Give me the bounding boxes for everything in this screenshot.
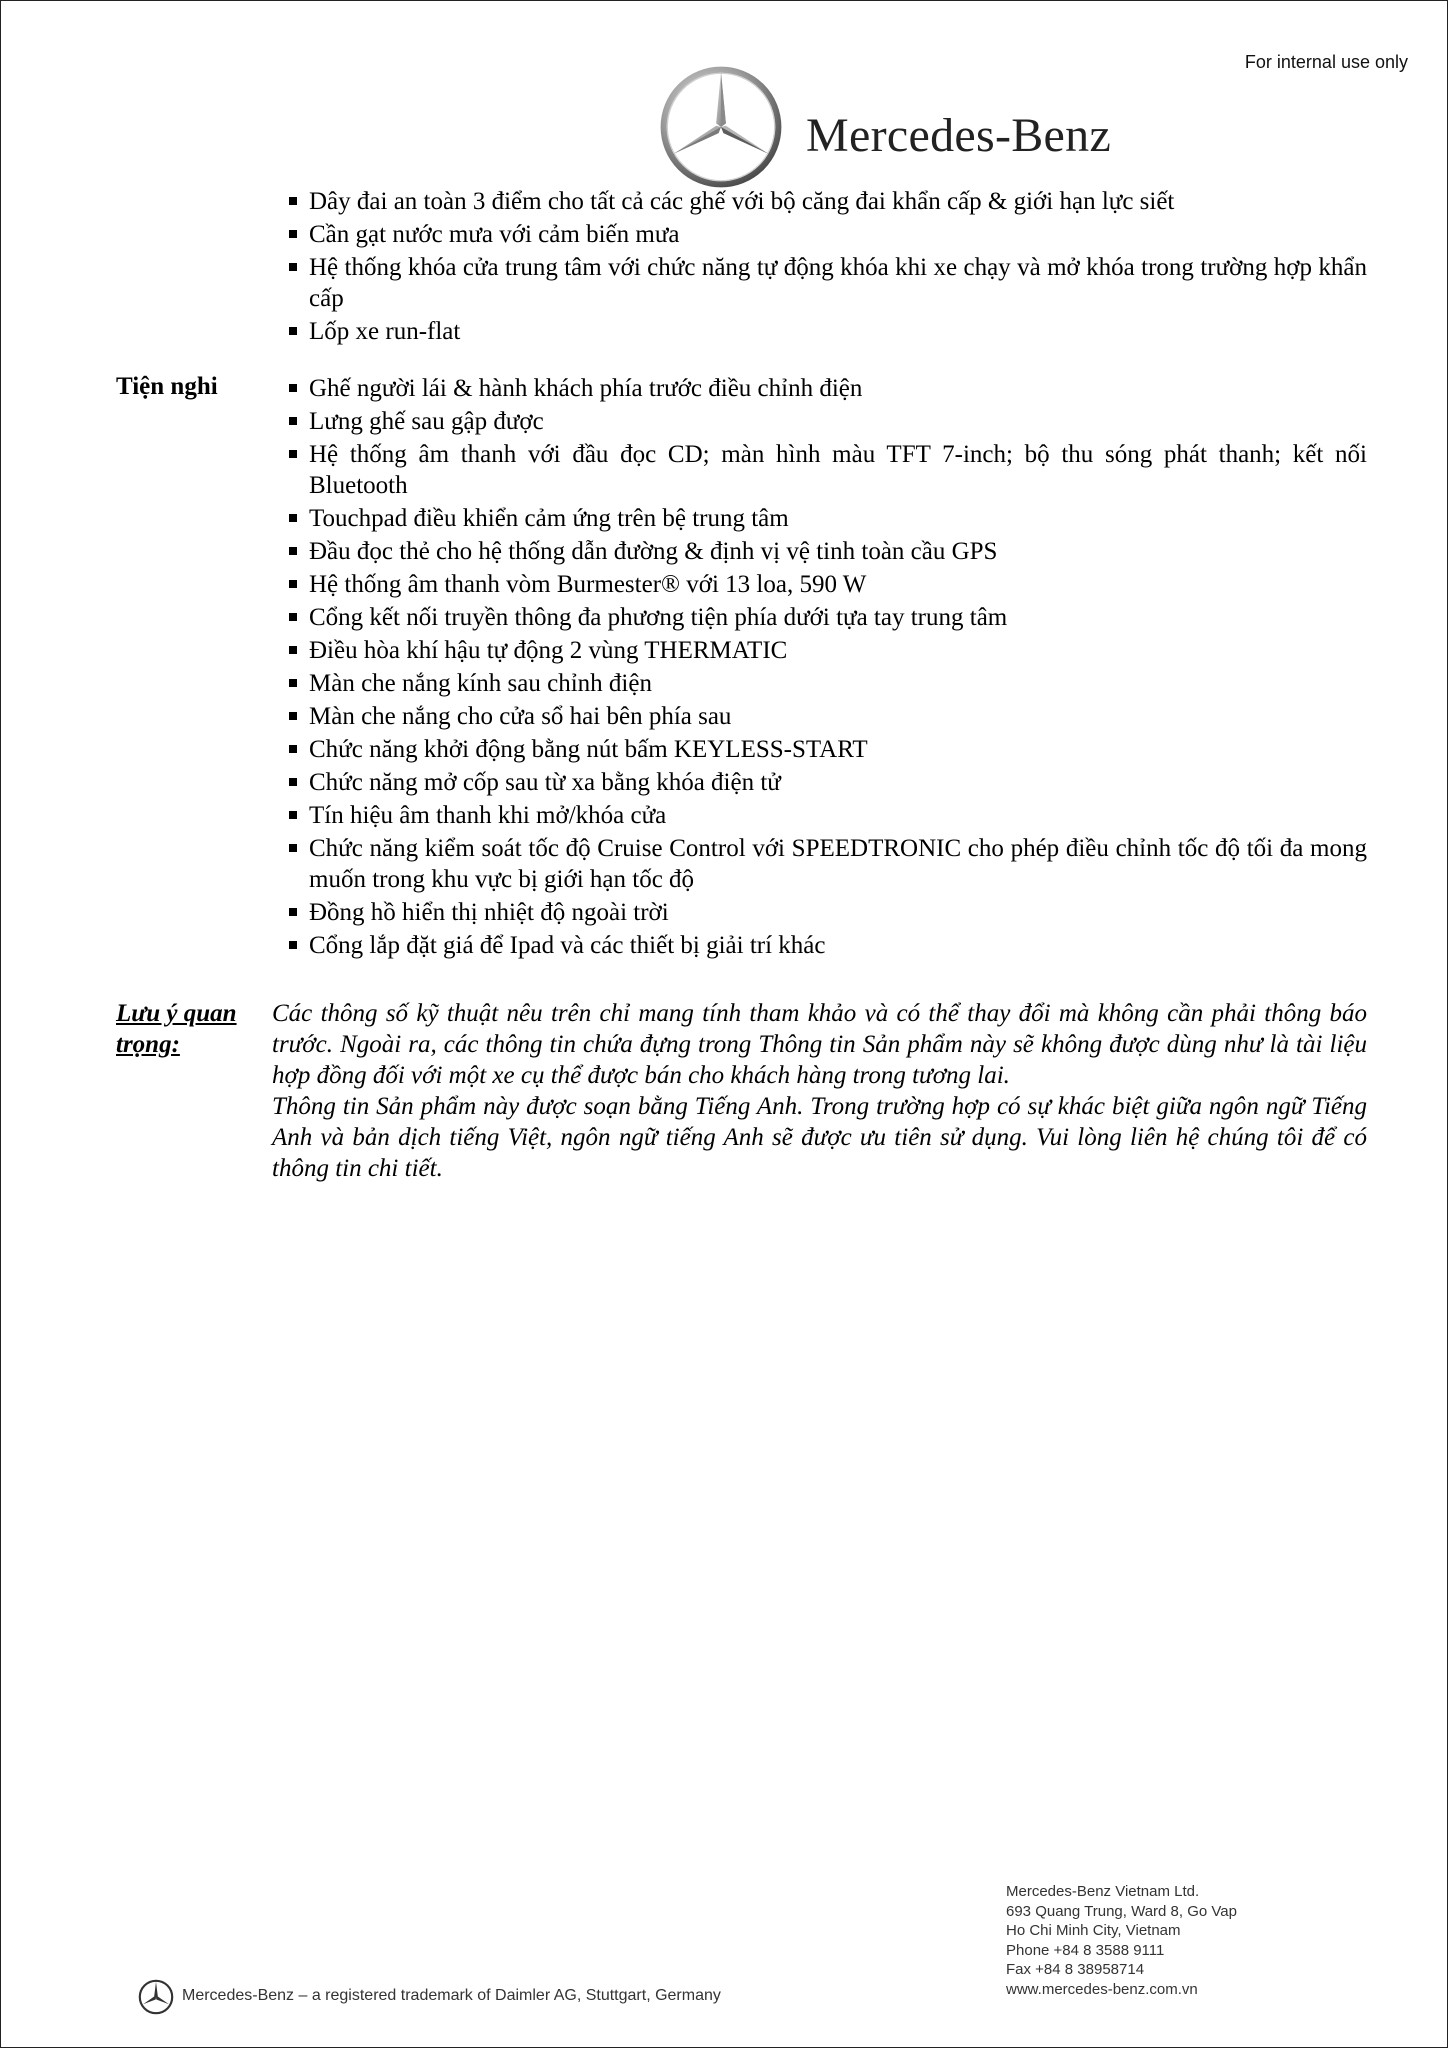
list-item: Lốp xe run-flat (287, 316, 1367, 347)
list-item: Hệ thống khóa cửa trung tâm với chức năng tự động khóa khi xe chạy và mở khóa trong trường hợp khẩn cấp (287, 252, 1367, 314)
important-note-label: Lưu ý quan trọng: (116, 1000, 237, 1058)
fax-number: Fax +84 8 38958714 (1006, 1961, 1145, 1978)
list-item: Lưng ghế sau gập được (287, 406, 1367, 437)
list-item: Điều hòa khí hậu tự động 2 vùng THERMATIC (287, 635, 1367, 666)
list-item: Touchpad điều khiển cảm ứng trên bệ trung tâm (287, 503, 1367, 534)
list-item: Hệ thống âm thanh vòm Burmester® với 13 loa, 590 W (287, 569, 1367, 600)
brand-wordmark: Mercedes-Benz (806, 109, 1112, 162)
list-item: Cổng lắp đặt giá để Ipad và các thiết bị giải trí khác (287, 930, 1367, 961)
list-item: Màn che nắng cho cửa sổ hai bên phía sau (287, 701, 1367, 732)
street-address: 693 Quang Trung, Ward 8, Go Vap (1006, 1902, 1237, 1920)
company-address (1006, 1882, 1237, 1999)
company-name: Mercedes-Benz Vietnam Ltd. (1006, 1883, 1200, 1900)
safety-list-continued (287, 186, 1367, 349)
note-paragraph: Thông tin Sản phẩm này được soạn bằng Tiếng Anh. Trong trường hợp có sự khác biệt giữa ngôn ngữ Tiếng Anh và bản dịch tiếng Việt, ngôn ngữ tiếng Anh sẽ được ưu tiên sử dụng. Vui lòng liên hệ chúng tôi để có thông tin chi tiết. (272, 1093, 1367, 1182)
list-item: Cổng kết nối truyền thông đa phương tiện phía dưới tựa tay trung tâm (287, 602, 1367, 633)
list-item: Hệ thống âm thanh với đầu đọc CD; màn hình màu TFT 7-inch; bộ thu sóng phát thanh; kết nối Bluetooth (287, 439, 1367, 501)
list-item: Màn che nắng kính sau chỉnh điện (287, 668, 1367, 699)
list-item: Tín hiệu âm thanh khi mở/khóa cửa (287, 800, 1367, 831)
list-item: Chức năng kiểm soát tốc độ Cruise Control với SPEEDTRONIC cho phép điều chỉnh tốc độ tối đa mong muốn trong khu vực bị giới hạn tốc độ (287, 833, 1367, 895)
city: Ho Chi Minh City, Vietnam (1006, 1922, 1181, 1939)
internal-use-note: For internal use only (1244, 52, 1408, 72)
list-item: Đồng hồ hiển thị nhiệt độ ngoài trời (287, 897, 1367, 928)
comfort-section-label: Tiện nghi (116, 373, 218, 400)
comfort-list (287, 373, 1367, 963)
list-item: Cần gạt nước mưa với cảm biến mưa (287, 219, 1367, 250)
list-item: Chức năng khởi động bằng nút bấm KEYLESS-START (287, 734, 1367, 765)
mercedes-star-logo-icon (660, 66, 782, 188)
note-paragraph: Các thông số kỹ thuật nêu trên chỉ mang tính tham khảo và có thể thay đổi mà không cần phải thông báo trước. Ngoài ra, các thông tin chứa đựng trong Thông tin Sản phẩm này sẽ không được dùng như là tài liệu hợp đồng đối với một xe cụ thể được bán cho khách hàng trong tương lai. (272, 1000, 1367, 1089)
list-item: Ghế người lái & hành khách phía trước điều chỉnh điện (287, 373, 1367, 404)
list-item: Chức năng mở cốp sau từ xa bằng khóa điện tử (287, 767, 1367, 798)
list-item: Đầu đọc thẻ cho hệ thống dẫn đường & định vị vệ tinh toàn cầu GPS (287, 536, 1367, 567)
list-item: Dây đai an toàn 3 điểm cho tất cả các ghế với bộ căng đai khẩn cấp & giới hạn lực siết (287, 186, 1367, 217)
phone-number: Phone +84 8 3588 9111 (1006, 1941, 1165, 1959)
website: www.mercedes-benz.com.vn (1006, 1980, 1198, 1998)
trademark-notice: Mercedes-Benz – a registered trademark of Daimler AG, Stuttgart, Germany (182, 1987, 721, 2004)
important-note-text (272, 998, 1367, 1184)
footer-star-icon (138, 1979, 174, 2015)
